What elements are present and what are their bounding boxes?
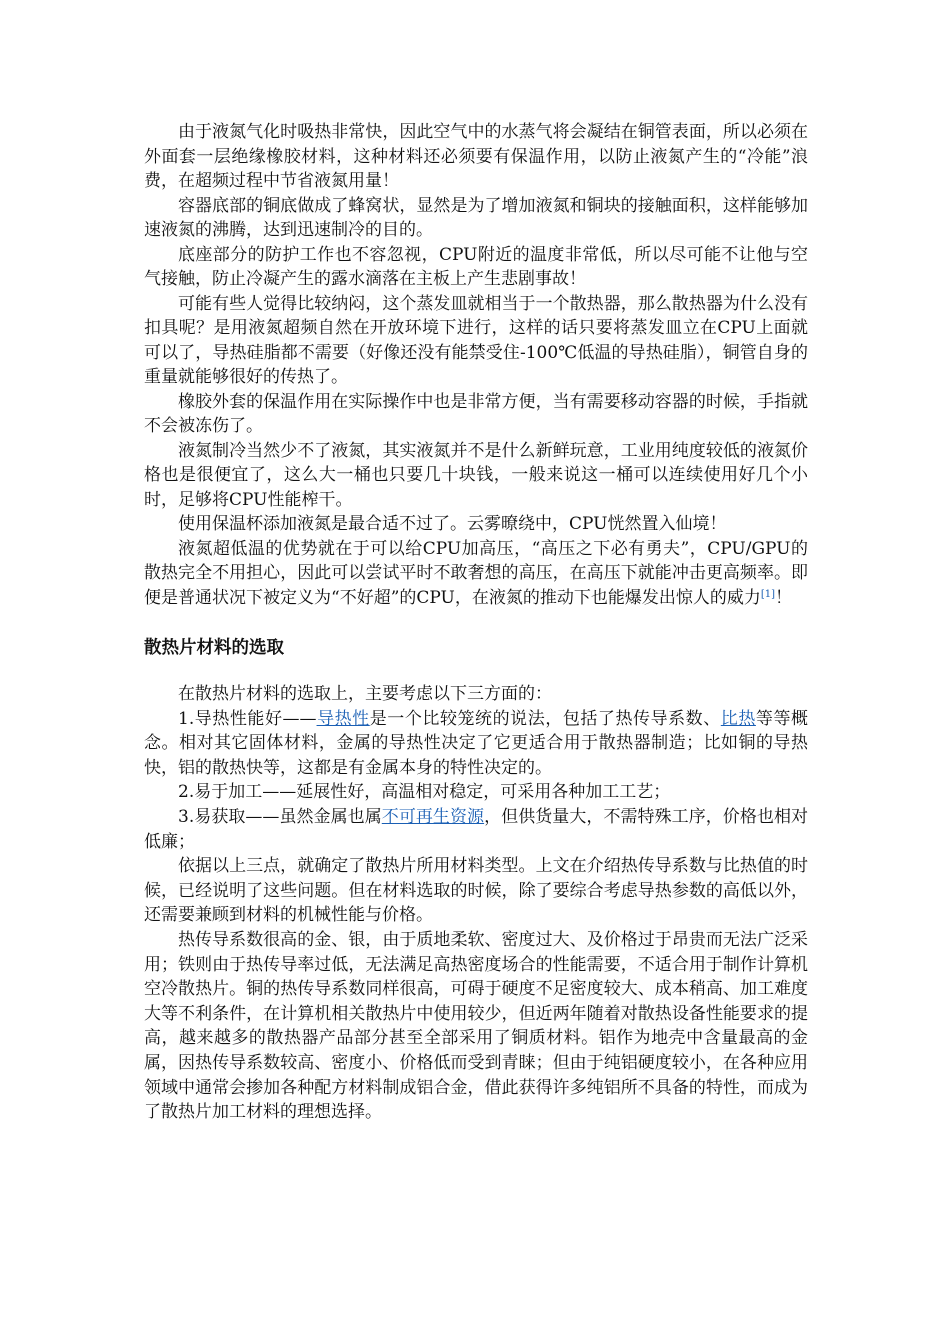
paragraph-intro: 在散热片材料的选取上，主要考虑以下三方面的：: [178, 684, 552, 704]
list-item-2: 2.易于加工——延展性好，高温相对稳定，可采用各种加工工艺；: [178, 782, 671, 803]
paragraph: 容器底部的铜底做成了蜂窝状，显然是为了增加液氮和铜块的接触面积，这样能够加速液氮的沸腾，达到迅速制冷的目的。: [144, 195, 808, 240]
list-item-3: [144, 805, 808, 854]
paragraph: 使用保温杯添加液氮是最合适不过了。云雾暸绕中，CPU恍然置入仙境！: [178, 514, 727, 534]
item-text: 等等概念。相对其它固体材料，金属的导热性决定了它更适合用于散热器制造；比如铜的导热快，铝的散热快等，这都是有金属本身的特性决定的。: [144, 708, 809, 778]
paragraph: 橡胶外套的保温作用在实际操作中也是非常方便，当有需要移动容器的时候，手指就不会被冻伤了。: [144, 391, 808, 436]
paragraph: 依据以上三点，就确定了散热片所用材料类型。上文在介绍热传导系数与比热值的时候，已经说明了这些问题。但在材料选取的时候，除了要综合考虑导热参数的高低以外，还需要兼顾到材料的机械性能与价格。: [144, 856, 808, 926]
item-text: 是一个比较笼统的说法，包括了热传导系数、: [369, 708, 721, 729]
paragraph: 热传导系数很高的金、银，由于质地柔软、密度过大、及价格过于昂贵而无法广泛采用；铁则由于热传导率过低，无法满足高热密度场合的性能需要，不适合用于制作计算机空冷散热片。铜的热传导系数同样很高，可碍于硬度不足密度较大、成本稍高、加工难度大等不利条件，在计算机相关散热片中使用较少，但近两年随着对散热设备性能要求的提高，越来越多的散热器产品部分甚至全部采用了铜质材料。铝作为地壳中含量最高的金属，因热传导系数较高、密度小、价格低而受到青睐；但由于纯铝硬度较小，在各种应用领域中通常会掺加各种配方材料制成铝合金，借此获得许多纯铝所不具备的特性，而成为了散热片加工材料的理想选择。: [144, 929, 808, 1123]
paragraph: 可能有些人觉得比较纳闷，这个蒸发皿就相当于一个散热器，那么散热器为什么没有扣具呢？是用液氮超频自然在开放环境下进行，这样的话只要将蒸发皿立在CPU上面就可以了，导热硅脂都不需要（好像还没有能禁受住-100℃低温的导热硅脂），铜管自身的重量就能够很好的传热了。: [144, 293, 808, 387]
link-thermal-conductivity[interactable]: 导热性: [316, 708, 370, 729]
paragraph: 底座部分的防护工作也不容忽视，CPU附近的温度非常低，所以尽可能不让他与空气接触，防止冷凝产生的露水滴落在主板上产生悲剧事故！: [144, 244, 808, 289]
link-specific-heat[interactable]: 比热: [720, 708, 756, 729]
section-heading: 散热片材料的选取: [144, 638, 284, 658]
reference-link[interactable]: [1]: [760, 588, 776, 600]
item-text: ，但供货量大，不需特殊工序，价格也相对低廉；: [144, 806, 809, 852]
list-item-1: [144, 707, 808, 781]
item-text: 3.易获取——虽然金属也属: [178, 806, 382, 827]
section-heatsink-material: [144, 682, 808, 1125]
paragraph: [144, 537, 808, 611]
link-nonrenewable-resources[interactable]: 不可再生资源: [381, 806, 485, 827]
paragraph-end: ！: [775, 587, 793, 608]
paragraph-text: 液氮超低温的优势就在于可以给CPU加高压，“高压之下必有勇夫”，CPU/GPU的散热完全不用担心，因此可以尝试平时不敢奢想的高压，在高压下就能冲击更高频率。即便是普通状况下被定义为“不好超”的CPU，在液氮的推动下也能爆发出惊人的威力: [144, 538, 808, 608]
paragraph: 液氮制冷当然少不了液氮，其实液氮并不是什么新鲜玩意，工业用纯度较低的液氮价格也是很便宜了，这么大一桶也只要几十块钱，一般来说这一桶可以连续使用好几个小时，足够将CPU性能榨干。: [144, 440, 808, 510]
section-liquid-nitrogen: [144, 120, 808, 610]
item-text: 1.导热性能好——: [178, 708, 317, 729]
paragraph: 由于液氮气化时吸热非常快，因此空气中的水蒸气将会凝结在铜管表面，所以必须在外面套一层绝缘橡胶材料，这种材料还必须要有保温作用，以防止液氮产生的“冷能”浪费，在超频过程中节省液氮用量！: [144, 122, 808, 191]
document-page: [144, 120, 808, 1125]
